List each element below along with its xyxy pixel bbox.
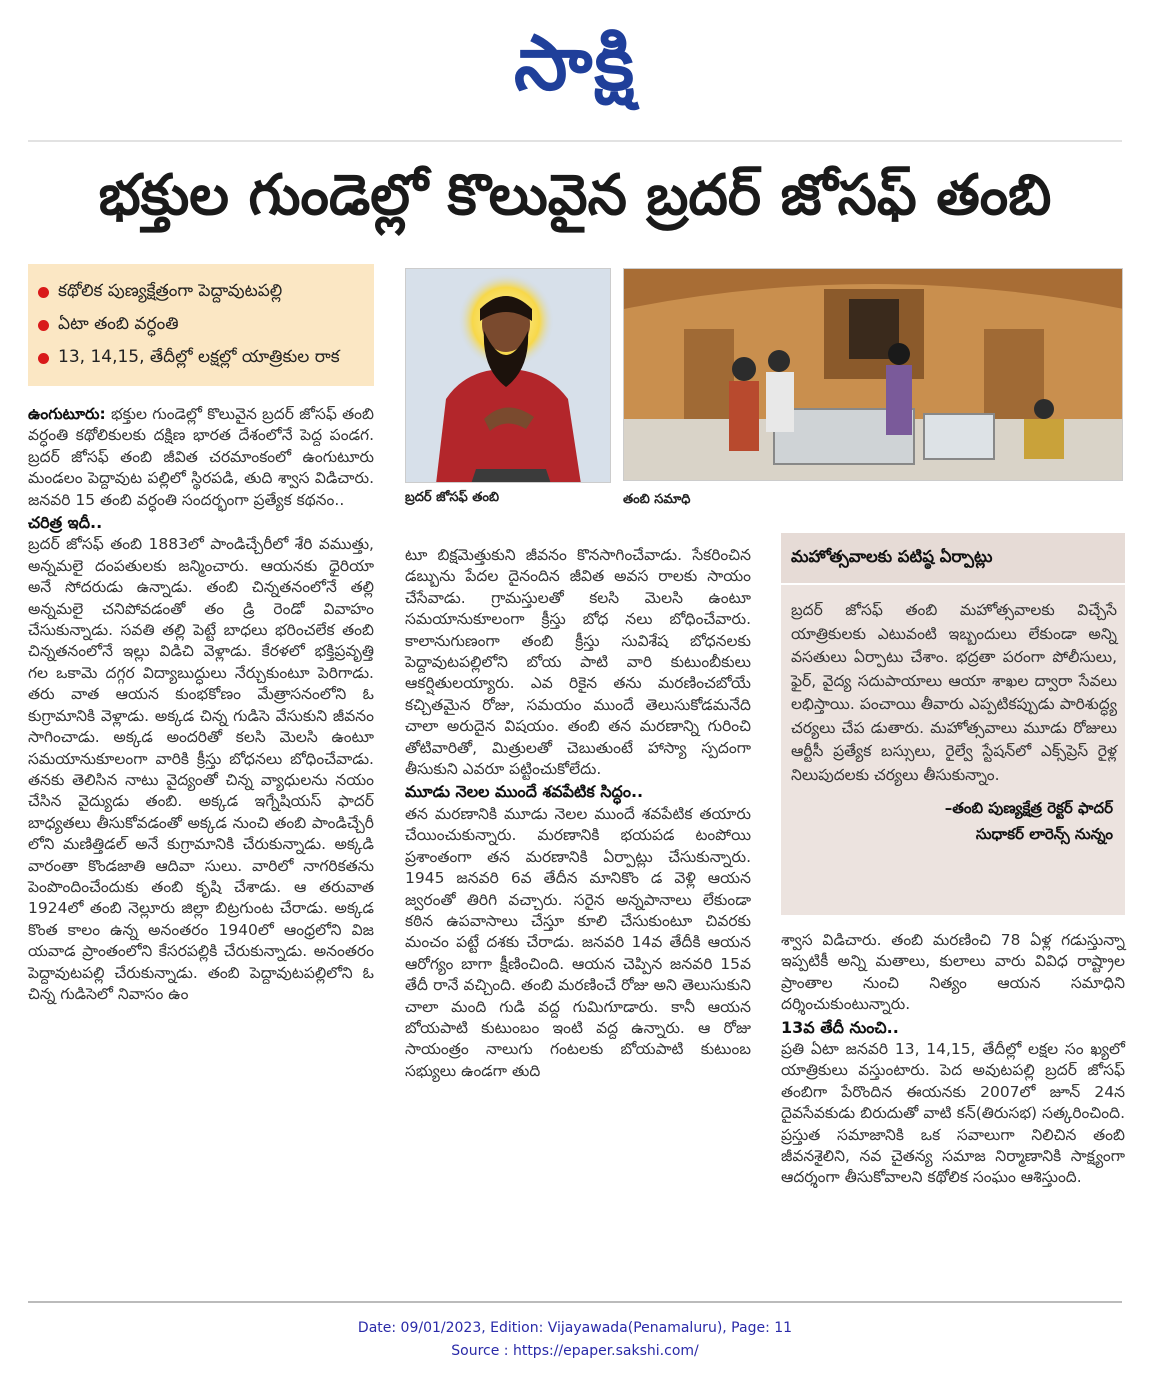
paragraph: ఉంగుటూరు: భక్తుల గుండెల్లో కొలువైన బ్రదర్ జోసఫ్ తంబి వర్ధంతి కథోలికులకు దక్షిణ భారత దేశంలోనే పెద్ద పండగ. బ్రదర్ జోసఫ్ తంబి జీవిత చరమాంకంలో ఉంగుటూరు మండలం పెద్దావుట పల్లిలో స్థిరపడి, తుది శ్వాస విడిచారు. జనవరి 15 తంబి వర్ధంతి సందర్భంగా ప్రత్యేక కథనం.. (28, 405, 374, 509)
highlights-box (28, 264, 374, 386)
paragraph: బ్రదర్ జోసఫ్ తంబి 1883లో పాండిచ్చేరీలో శేరి వముత్తు, అన్నమలై దంపతులకు జన్మించారు. ఆయనకు ధైరియా అనే సోదరుడు ఉన్నాడు. తంబి చిన్నతనంలోనే తల్లి అన్నమలై చనిపోవడంతో తం డ్రి రెండో వివాహం చేసుకున్నాడు. సవతి తల్లి పెట్టే బాధలు భరించలేక తంబి చిన్నతనంలోనే ఇల్లు విడిచి వెళ్లాడు. కేరళలో భక్తిప్రవృత్తి గల ఒకామె దగ్గర విద్యాబుద్ధులు నేర్చుకుంటూ పెరిగాడు. తరు వాత ఆయన కుంభకోణం మేత్రాసనంలోని ఓ కుగ్రామానికి వెళ్లాడు. అక్కడ చిన్న గుడిసె వేసుకుని జీవనం సాగించాడు. అక్కడ అందరితో కలసి మెలసి ఉంటూ సమయానుకూలంగా వారికి క్రీస్తు బోధనలు బోధించేవాడు. తనకు తెలిసిన నాటు వైద్యంతో చిన్న వ్యాధులను నయం చేసిన వైద్యుడు తంబి. అక్కడ ఇగ్నేషియస్ ఫాదర్ బాధ్యతలు తీసుకోవడంతో అక్కడ నుంచి తంబి పాండిచ్చేరీ లోని మణిత్తిడల్ అనే కుగ్రామానికి చేరుకున్నాడు. అక్కడి వారంతా కొండజాతి ఆదివా సులు. వారిలో నాగరికతను పెంపొందించేందుకు తంబి కృషి చేశాడు. ఆ తరువాత 1924లో తంబి నెల్లూరు జిల్లా బిట్రగుంట చేరాడు. అక్కడ కొంత కాలం ఉన్న అనంతరం 1940లో ఆంధ్రలోని విజ యవాడ ప్రాంతంలోని కేసరపల్లికి చేరుకున్నాడు. అనంతరం పెద్దావుటపల్లి చేరుకున్నాడు. తంబి పెద్దావుటపల్లిలోని ఓ చిన్న గుడిసెలో నివాసం ఉం (28, 535, 374, 1003)
article-column-2 (405, 545, 751, 1082)
subheading: మూడు నెలల ముందే శవపేటిక సిద్ధం.. (405, 782, 644, 802)
paragraph: టూ బిక్షమెత్తుకుని జీవనం కొనసాగించేవాడు. సేకరించిన డబ్బును పేదల దైనందిన జీవిత అవస రాలకు సాయం చేసేవాడు. గ్రామస్తులతో కలసి మెలసి ఉంటూ సమయానుకూలంగా క్రీస్తు బోధ నలు బోధించేవారు. కాలానుగుణంగా తంబి క్రీస్తు సువిశేష బోధనలకు పెద్దావుటపల్లిలోని బోయ పాటి వారి కుటుంబీకులు ఆకర్షితులయ్యారు. ఎవ రికైన తను మరణించబోయే కచ్చితమైన రోజు, సమయం ముందే తెలుసుకోడమనేది చాలా అరుదైన విషయం. తంబి తన మరణాన్ని గురించి తోటివారితో, మిత్రులతో చెబుతుంటే హాస్యా స్పదంగా తీసుకుని ఎవరూ పట్టించుకోలేదు. (405, 546, 751, 779)
box-paragraph: బ్రదర్ జోసఫ్ తంబి మహోత్సవాలకు విచ్చేసే యాత్రికులకు ఎటువంటి ఇబ్బందులు లేకుండా అన్ని వసతులు ఏర్పాటు చేశాం. భద్రతా పరంగా పోలీసులు, ఫైర్, వైద్య సదుపాయాలు ఆయా శాఖల ద్వారా సేవలు లభిస్తాయి. పంచాయి తీవారు ఎప్పటికప్పుడు పారిశుద్ధ్య చర్యలు చేప డుతారు. మహోత్సవాలు మూడు రోజులు ఆర్టీసీ ప్రత్యేక బస్సులు, రైల్వే స్టేషన్‌లో ఎక్స్‌ప్రెస్ రైళ్ల నిలుపుదలకు చర్యలు తీసుకున్నాం. (791, 601, 1117, 784)
box-title: మహోత్సవాలకు పటిష్ఠ ఏర్పాట్లు (781, 533, 1125, 585)
highlight-item: ఏటా తంబి వర్ధంతి (38, 309, 364, 342)
headline: భక్తుల గుండెల్లో కొలువైన బ్రదర్ జోసఫ్ తంబి (98, 163, 1052, 228)
article-column-3 (781, 930, 1125, 1189)
photo-brother-joseph-thambi (405, 268, 611, 483)
photo-thambi-tomb (623, 268, 1123, 481)
box-signature-line-1: –తంబి పుణ్యక్షేత్ర రెక్టర్ ఫాదర్ (944, 799, 1113, 817)
paragraph: తన మరణానికి మూడు నెలల ముందే శవపేటిక తయారు చేయించుకున్నారు. మరణానికి భయపడ టంపోయి ప్రశాంతంగా తన మరణానికి ఏర్పాట్లు చేసుకున్నారు. 1945 జనవరి 6వ తేదీన మానికొం డ వెళ్లి ఆయన జ్వరంతో తిరిగి వచ్చారు. సరైన అన్నపానాలు లేకుండా కఠిన ఉపవాసాలు చేస్తూ కూలి చేసుకుంటూ చివరకు మంచం పట్టే దశకు చేరాడు. జనవరి 14వ తేదీకి ఆయన ఆరోగ్యం బాగా క్షీణించింది. ఆయన చెప్పిన జనవరి 15వ తేదీ రానే వచ్చింది. తంబి మరణించే రోజు అని తెలుసుకుని చాలా మంది గుడి వద్ద గుమిగూడారు. కానీ ఆయన బోయపాటి కుటుంబం ఇంటి వద్ద ఉన్నారు. ఆ రోజు సాయంత్రం నాలుగు గంటలకు బోయపాటి కుటుంబ సభ్యులు ఉండగా తుది (405, 804, 751, 1080)
footer-source-link[interactable]: Source : https://epaper.sakshi.com/ (451, 1343, 699, 1359)
subheading: చరిత్ర ఇదీ.. (28, 513, 103, 533)
bullet-icon (38, 353, 49, 364)
photo2-caption: తంబి సమాధి (623, 492, 691, 507)
bullet-icon (38, 287, 49, 298)
highlight-item: కథోలిక పుణ్యక్షేత్రంగా పెద్దావుటపల్లి (38, 276, 364, 309)
masthead-logo: సాక్షి (513, 18, 637, 107)
dateline: ఉంగుటూరు: (28, 405, 106, 423)
subheading: 13వ తేదీ నుంచి.. (781, 1017, 899, 1037)
footer-date-edition: Date: 09/01/2023, Edition: Vijayawada(Penamaluru), Page: 11 (357, 1320, 793, 1336)
article-column-1 (28, 404, 374, 1005)
bullet-icon (38, 320, 49, 331)
paragraph: శ్వాస విడిచారు. తంబి మరణించి 78 ఏళ్ల గడుస్తున్నా ఇప్పటికీ అన్ని మతాలు, కులాలు వారు వివిధ రాష్ట్రాల ప్రాంతాల నుంచి నిత్యం ఆయన సమాధిని దర్శించుకుంటున్నారు. (781, 931, 1125, 1014)
paragraph: ప్రతి ఏటా జనవరి 13, 14,15, తేదీల్లో లక్షల సం ఖ్యలో యాత్రికులు వస్తుంటారు. పెద అవుటపల్లి బ్రదర్ జోసఫ్ తంబిగా పేరొందిన ఈయనకు 2007లో జూన్ 24న దైవసేవకుడు బిరుదుతో వాటి కన్(తిరుసభ) సత్కరించింది. ప్రస్తుత సమాజానికి ఒక సవాలుగా నిలిచిన తంబి జీవనశైలిని, నవ చైతన్య సమాజ నిర్మాణానికి సాక్ష్యంగా ఆదర్శంగా తీసుకోవాలని కథోలిక సంఘం ఆశిస్తుంది. (781, 1040, 1125, 1187)
photo1-caption: బ్రదర్ జోసఫ్ తంబి (405, 490, 500, 505)
box-body (791, 599, 1117, 847)
footer-divider (28, 1301, 1122, 1303)
arrangements-box (781, 533, 1125, 915)
tomb-interior-illustration (624, 269, 1123, 481)
box-signature-line-2: సుధాకర్ లారెన్స్ నున్నం (975, 825, 1113, 843)
portrait-illustration (406, 269, 611, 483)
masthead-divider (28, 140, 1122, 142)
highlight-item: 13, 14,15, తేదీల్లో లక్షల్లో యాత్రికుల రాక (38, 342, 364, 375)
